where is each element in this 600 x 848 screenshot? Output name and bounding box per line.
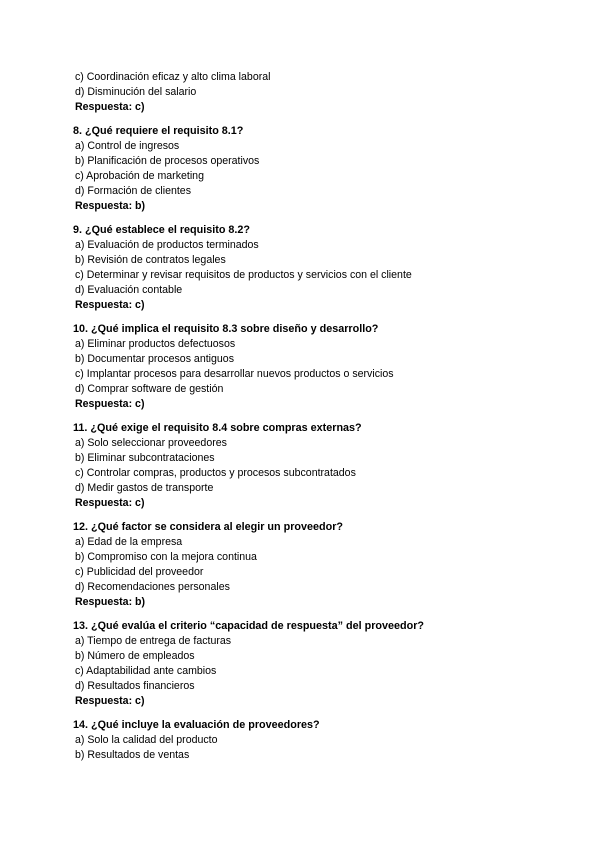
option-d: d) Formación de clientes [75, 185, 191, 197]
question-title: 14. ¿Qué incluye la evaluación de proveedores? [73, 719, 320, 731]
option-d: d) Recomendaciones personales [75, 581, 230, 593]
option-a: a) Control de ingresos [75, 140, 180, 152]
option-b: b) Número de empleados [75, 650, 195, 662]
option-a: a) Solo la calidad del producto [75, 734, 218, 746]
option-a: a) Solo seleccionar proveedores [75, 437, 227, 449]
answer-text: Respuesta: c) [75, 695, 145, 707]
option-c: c) Publicidad del proveedor [75, 566, 204, 578]
option-a: a) Eliminar productos defectuosos [75, 338, 236, 350]
option-c: c) Controlar compras, productos y procesos subcontratados [75, 467, 356, 479]
option-c: c) Coordinación eficaz y alto clima laboral [75, 71, 271, 83]
option-c: c) Adaptabilidad ante cambios [75, 665, 217, 677]
option-d: d) Resultados financieros [75, 680, 195, 692]
question-block-8 [73, 124, 573, 214]
question-block-10 [73, 322, 573, 412]
option-b: b) Compromiso con la mejora continua [75, 551, 257, 563]
answer-text: Respuesta: b) [75, 596, 146, 608]
option-d: d) Disminución del salario [75, 86, 197, 98]
option-d: d) Evaluación contable [75, 284, 183, 296]
option-a: a) Edad de la empresa [75, 536, 183, 548]
option-d: d) Comprar software de gestión [75, 383, 224, 395]
question-title: 13. ¿Qué evalúa el criterio “capacidad de respuesta” del proveedor? [73, 620, 425, 632]
option-b: b) Resultados de ventas [75, 749, 190, 761]
question-block-9 [73, 223, 573, 313]
answer-text: Respuesta: c) [75, 398, 145, 410]
question-block-11 [73, 421, 573, 511]
answer-text: Respuesta: c) [75, 101, 145, 113]
option-a: a) Tiempo de entrega de facturas [75, 635, 232, 647]
quiz-content [73, 70, 573, 772]
option-b: b) Eliminar subcontrataciones [75, 452, 215, 464]
option-c: c) Aprobación de marketing [75, 170, 204, 182]
question-block-12 [73, 520, 573, 610]
answer-text: Respuesta: c) [75, 299, 145, 311]
question-block-14 [73, 718, 573, 763]
question-title: 11. ¿Qué exige el requisito 8.4 sobre compras externas? [73, 422, 362, 434]
question-title: 9. ¿Qué establece el requisito 8.2? [73, 224, 251, 236]
question-title: 10. ¿Qué implica el requisito 8.3 sobre diseño y desarrollo? [73, 323, 379, 335]
option-b: b) Planificación de procesos operativos [75, 155, 260, 167]
option-d: d) Medir gastos de transporte [75, 482, 214, 494]
question-title: 8. ¿Qué requiere el requisito 8.1? [73, 125, 244, 137]
option-a: a) Evaluación de productos terminados [75, 239, 259, 251]
option-b: b) Documentar procesos antiguos [75, 353, 234, 365]
option-b: b) Revisión de contratos legales [75, 254, 226, 266]
option-c: c) Determinar y revisar requisitos de productos y servicios con el cliente [75, 269, 412, 281]
option-c: c) Implantar procesos para desarrollar nuevos productos o servicios [75, 368, 394, 380]
question-block-13 [73, 619, 573, 709]
question-title: 12. ¿Qué factor se considera al elegir un proveedor? [73, 521, 344, 533]
question-block-7-tail [73, 70, 573, 115]
answer-text: Respuesta: b) [75, 200, 146, 212]
answer-text: Respuesta: c) [75, 497, 145, 509]
